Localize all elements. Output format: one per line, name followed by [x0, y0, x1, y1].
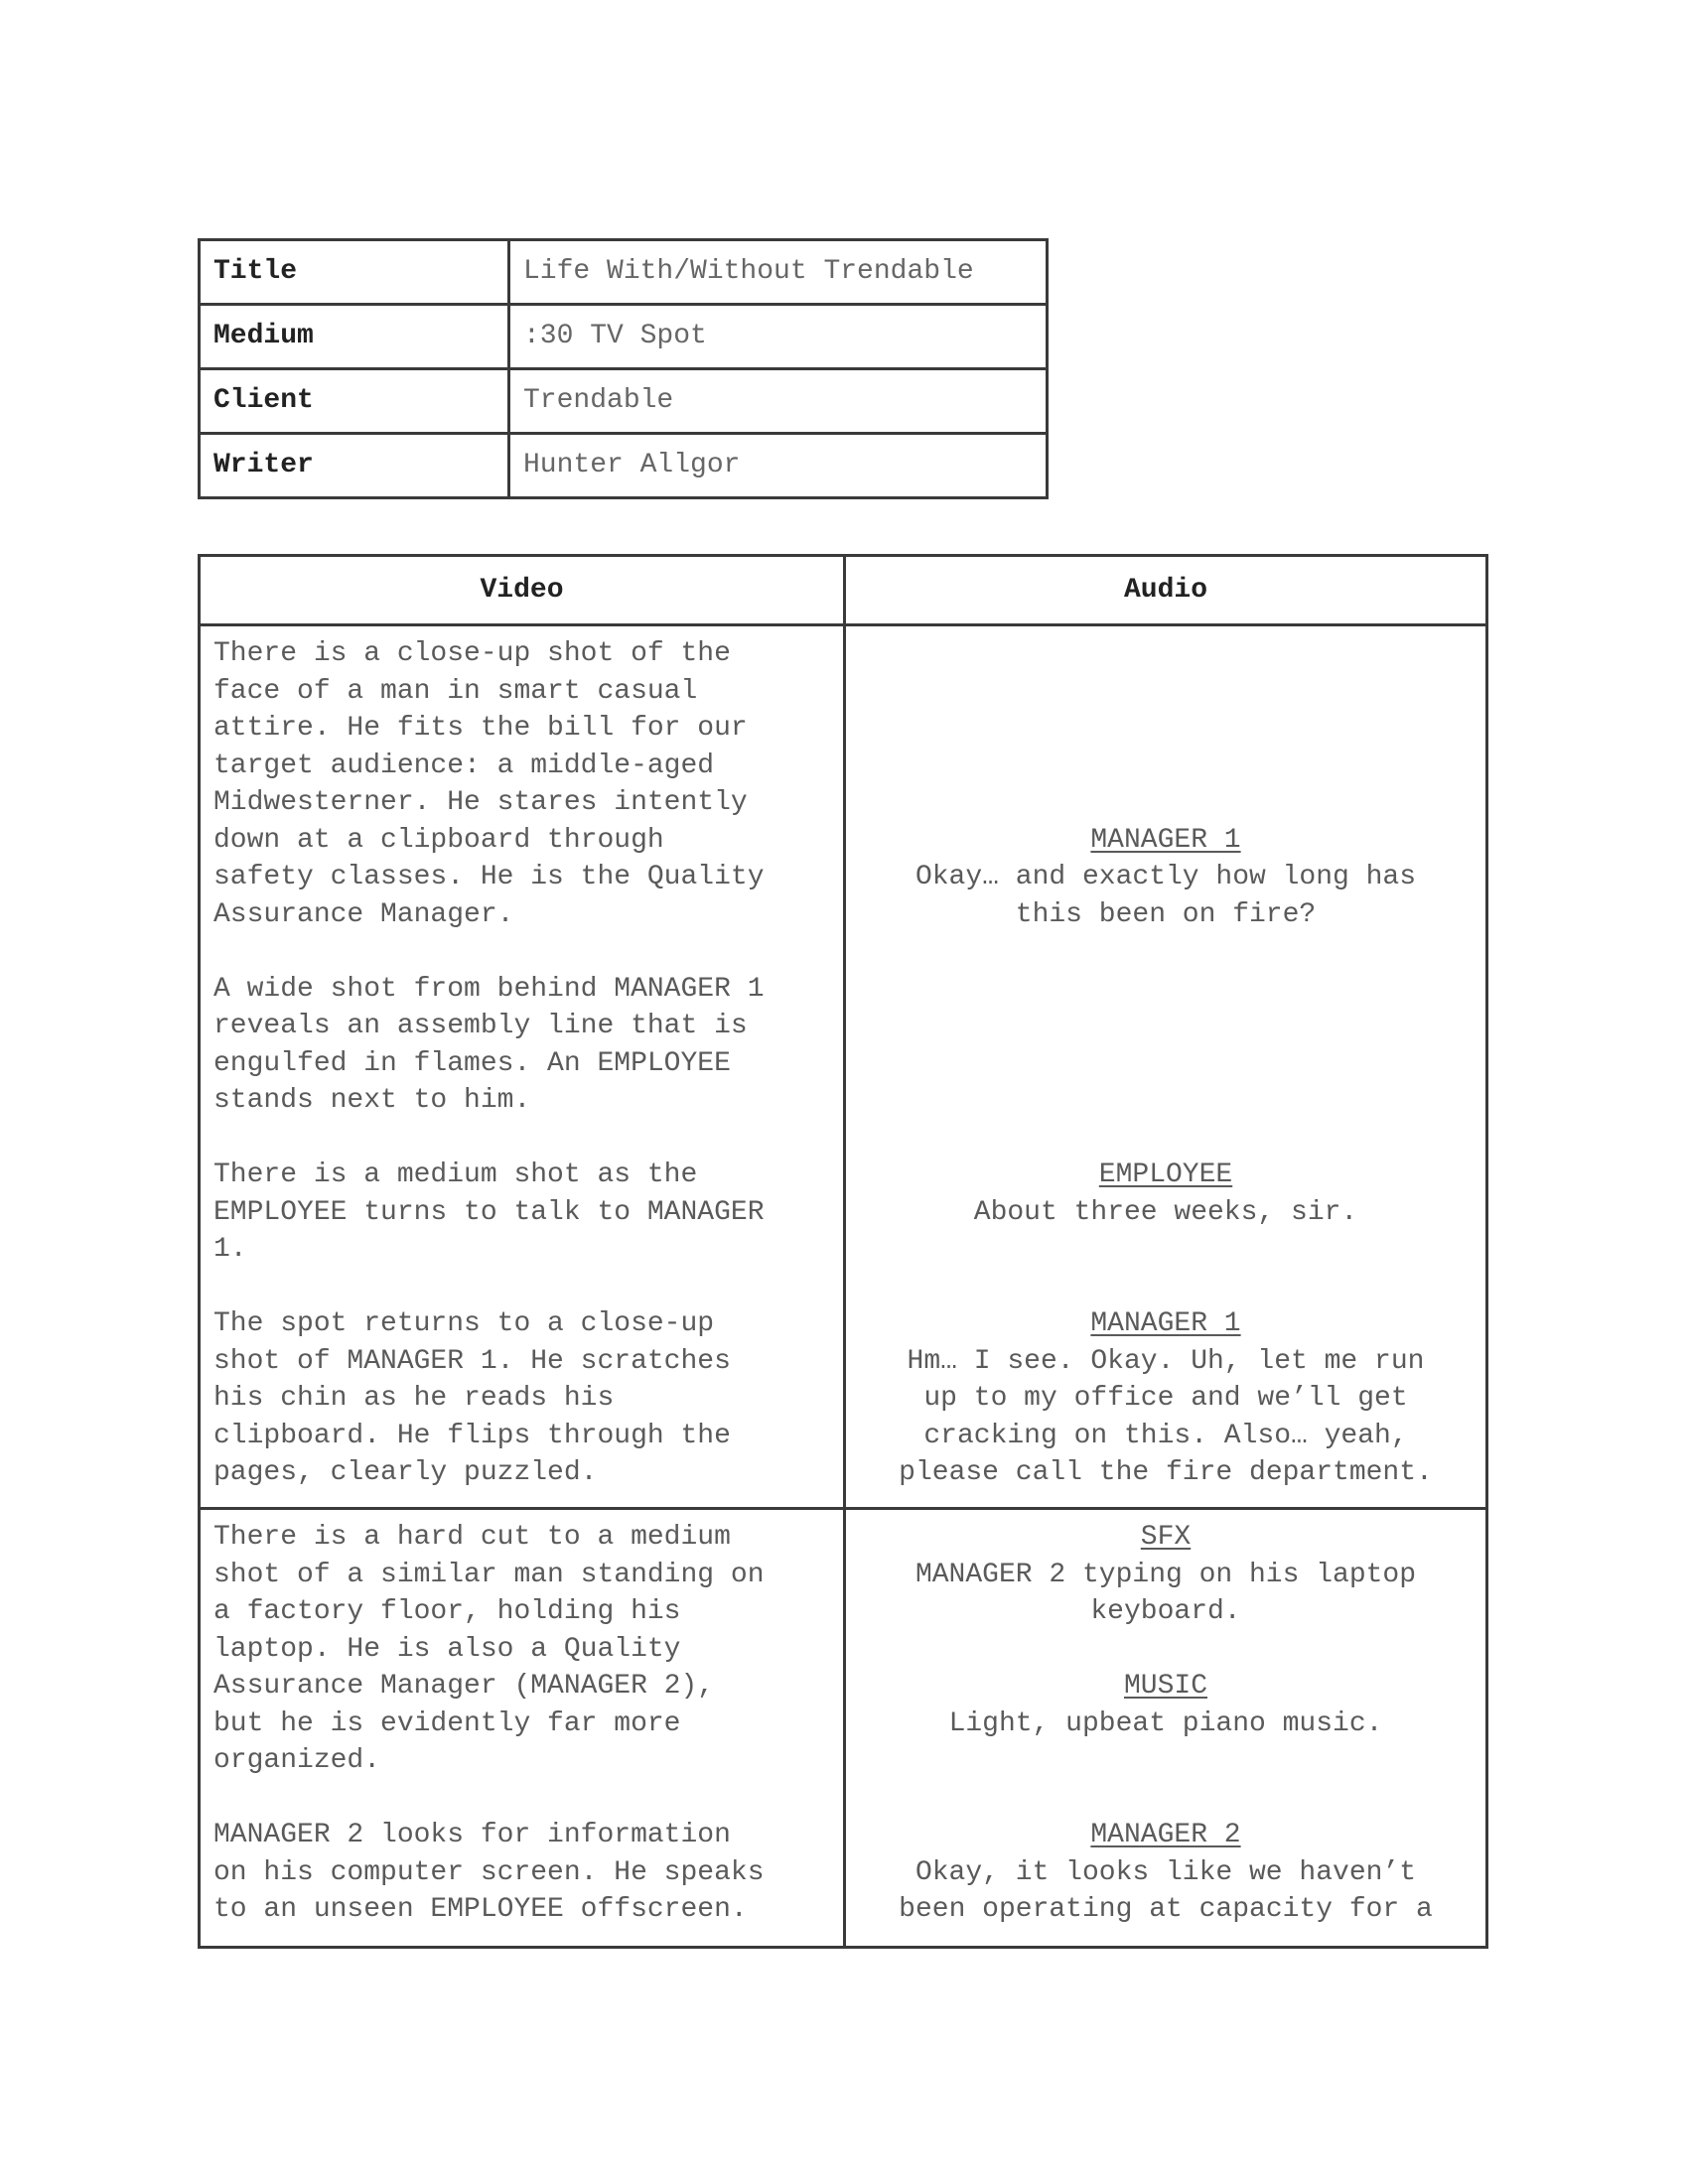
meta-label-title: Title	[200, 240, 509, 305]
meta-label-writer: Writer	[200, 434, 509, 498]
meta-row-medium	[200, 305, 1048, 369]
meta-row-writer	[200, 434, 1048, 498]
meta-row-title	[200, 240, 1048, 305]
speaker-label: MUSIC	[1123, 1671, 1207, 1702]
header-row	[200, 556, 1487, 625]
dialogue-line: About three weeks, sir.	[973, 1196, 1358, 1228]
meta-row-client	[200, 369, 1048, 434]
video-direction: MANAGER 2 looks for information on his computer screen. He speaks to an unseen EMPLOYEE offscreen.	[213, 1820, 765, 1925]
dialogue-line: up to my office and we’ll get	[923, 1383, 1408, 1414]
dialogue-line: please call the fire department.	[899, 1457, 1433, 1488]
speaker-label: MANAGER 2	[1090, 1820, 1241, 1850]
video-direction: There is a hard cut to a medium shot of a similar man standing on a factory floor, holding his laptop. He is also a Quality Assurance Manager (MANAGER 2), but he is evidently far more organized.	[213, 1522, 765, 1776]
audio-cell	[845, 625, 1487, 1509]
dialogue-line: been operating at capacity for a	[899, 1894, 1433, 1925]
meta-value-writer: Hunter Allgor	[509, 434, 1048, 498]
dialogue-line: Okay… and exactly how long has	[914, 862, 1417, 892]
speaker-label: MANAGER 1	[1090, 824, 1241, 856]
meta-value-title: Life With/Without Trendable	[509, 240, 1048, 305]
dialogue-line: keyboard.	[1090, 1596, 1241, 1627]
speaker-label: MANAGER 1	[1090, 1308, 1241, 1339]
dialogue-line: MANAGER 2 typing on his laptop	[914, 1559, 1417, 1590]
speaker-label: EMPLOYEE	[1098, 1160, 1233, 1190]
script-row	[200, 1509, 1487, 1948]
dialogue-line: Hm… I see. Okay. Uh, let me run	[907, 1345, 1425, 1377]
video-cell	[200, 625, 845, 1509]
video-direction: The spot returns to a close-up shot of MANAGER 1. He scratches his chin as he reads his clipboard. He flips through the pages, clearly puzzled.	[213, 1308, 731, 1488]
audio-cell	[845, 1509, 1487, 1948]
video-column-header: Video	[200, 556, 845, 625]
meta-label-medium: Medium	[200, 305, 509, 369]
video-direction: There is a medium shot as the EMPLOYEE turns to talk to MANAGER 1.	[213, 1160, 765, 1265]
audio-column-header: Audio	[845, 556, 1487, 625]
dialogue-line: this been on fire?	[1015, 898, 1317, 930]
dialogue-line: Light, upbeat piano music.	[948, 1707, 1383, 1739]
av-script-table	[198, 554, 1488, 1949]
video-cell	[200, 1509, 845, 1948]
meta-label-client: Client	[200, 369, 509, 434]
video-direction: There is a close-up shot of the face of a man in smart casual attire. He fits the bill for our target audience: a middle-aged Midwesterner. He stares intently down at a clipboard through safety classes. He is the Quality Assurance Manager.	[213, 638, 765, 930]
speaker-label: SFX	[1140, 1522, 1192, 1553]
dialogue-line: cracking on this. Also… yeah,	[923, 1420, 1408, 1451]
meta-value-medium: :30 TV Spot	[509, 305, 1048, 369]
meta-table	[198, 238, 1049, 499]
video-direction: A wide shot from behind MANAGER 1 reveals an assembly line that is engulfed in flames. An EMPLOYEE stands next to him.	[213, 973, 765, 1116]
script-row	[200, 625, 1487, 1509]
dialogue-line: Okay, it looks like we haven’t	[914, 1856, 1417, 1888]
meta-value-client: Trendable	[509, 369, 1048, 434]
